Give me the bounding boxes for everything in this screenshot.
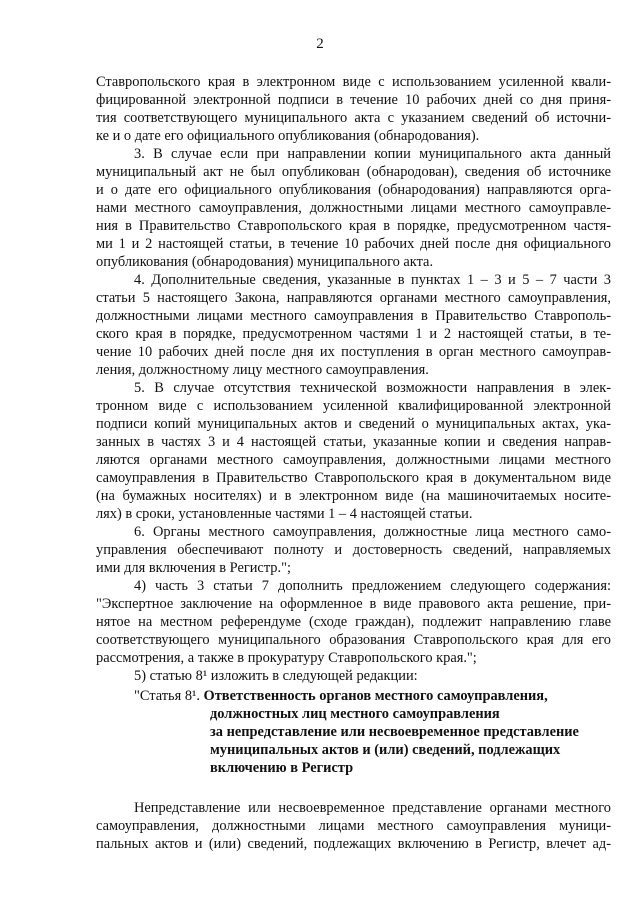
text-line: 5) статью 8¹ изложить в следующей редакции: — [134, 668, 418, 684]
text-line: ния в Правительство Ставропольского края в порядке, предусмотренном частя- — [96, 218, 611, 234]
article-heading-line: муниципальных актов и (или) сведений, подлежащих — [210, 742, 561, 758]
text-line: пальных актов и (или) сведений, подлежащих включению в Регистр, влечет ад- — [96, 836, 611, 852]
text-line: лях) в сроки, установленные частями 1 – 4 настоящей статьи. — [96, 506, 473, 522]
text-line: Ставропольского края в электронном виде с использованием усиленной квали- — [96, 74, 611, 90]
text-line: тия соответствующего муниципального акта с указанием сведений об источни- — [96, 110, 611, 126]
text-line: ления, должностному лицу местного самоуправления. — [96, 362, 429, 378]
text-line: ми 1 и 2 настоящей статьи, в течение 10 рабочих дней после дня официального — [96, 236, 611, 252]
text-line: фицированной электронной подписи в течение 10 рабочих дней со дня приня- — [96, 92, 611, 108]
text-line: (на бумажных носителях) и в электронном виде (на машиночитаемых носите- — [96, 488, 611, 504]
text-line: 3. В случае если при направлении копии муниципального акта данный — [134, 146, 611, 162]
text-line: занных в частях 3 и 4 настоящей статьи, указанные копии и сведения направ- — [96, 434, 611, 450]
text-line: управления обеспечивают полноту и достоверность сведений, направляемых — [96, 542, 611, 558]
text-line: 5. В случае отсутствия технической возможности направления в элек- — [134, 380, 611, 396]
article-heading-line: Ответственность органов местного самоуправления, — [203, 688, 548, 704]
text-line: подписи копий муниципальных актов и сведений о муниципальных актах, ука- — [96, 416, 611, 432]
text-line: ляются органами местного самоуправления, должностными лицами местного — [96, 452, 611, 468]
text-line: 4. Дополнительные сведения, указанные в пунктах 1 – 3 и 5 – 7 части 3 — [134, 272, 611, 288]
text-line: опубликования (обнародования) муниципального акта. — [96, 254, 434, 270]
text-line: "Экспертное заключение на оформленное в виде правового акта решение, при- — [96, 596, 611, 612]
text-line: самоуправления, должностными лицами местного самоуправления муници- — [96, 818, 611, 834]
article-heading-prefix: "Статья 8¹. — [134, 688, 204, 704]
text-line: рассмотрения, а также в прокуратуру Ставропольского края."; — [96, 650, 477, 666]
text-line: ими для включения в Регистр."; — [96, 560, 291, 576]
article-heading-line: за непредставление или несвоевременное представление — [210, 724, 579, 740]
text-line: муниципальный акт не был опубликован (обнародован), сведения об источнике — [96, 164, 611, 180]
text-line: 4) часть 3 статьи 7 дополнить предложением следующего содержания: — [134, 578, 611, 594]
text-line: и о дате его официального опубликования (обнародования) направляются орга- — [96, 182, 611, 198]
text-line: нятое на местном референдуме (сходе граждан), подлежит направлению главе — [96, 614, 611, 630]
text-line: нами местного самоуправления, должностными лицами местного самоуправле- — [96, 200, 611, 216]
text-line: тронном виде с использованием усиленной квалифицированной электронной — [96, 398, 611, 414]
text-line: чение 10 рабочих дней после дня их поступления в орган местного самоуправ- — [96, 344, 611, 360]
text-line: ке и о дате его официального опубликования (обнародования). — [96, 128, 480, 144]
text-line: должностными лицами местного самоуправления в Правительство Ставрополь- — [96, 308, 611, 324]
text-line: Непредставление или несвоевременное представление органами местного — [134, 800, 611, 816]
page-number: 2 — [316, 36, 324, 52]
text-line: 6. Органы местного самоуправления, должностные лица местного само- — [134, 524, 611, 540]
text-line: соответствующего муниципального образования Ставропольского края для его — [96, 632, 611, 648]
text-line: ского края в порядке, предусмотренном частями 1 и 2 настоящей статьи, в те- — [96, 326, 611, 342]
text-line: самоуправления в Правительство Ставропольского края в документальном виде — [96, 470, 611, 486]
article-heading-line: включению в Регистр — [210, 760, 354, 776]
article-heading — [134, 688, 611, 704]
article-heading-line: должностных лиц местного самоуправления — [210, 706, 500, 722]
text-line: статьи 5 настоящего Закона, направляются органами местного самоуправления, — [96, 290, 611, 306]
